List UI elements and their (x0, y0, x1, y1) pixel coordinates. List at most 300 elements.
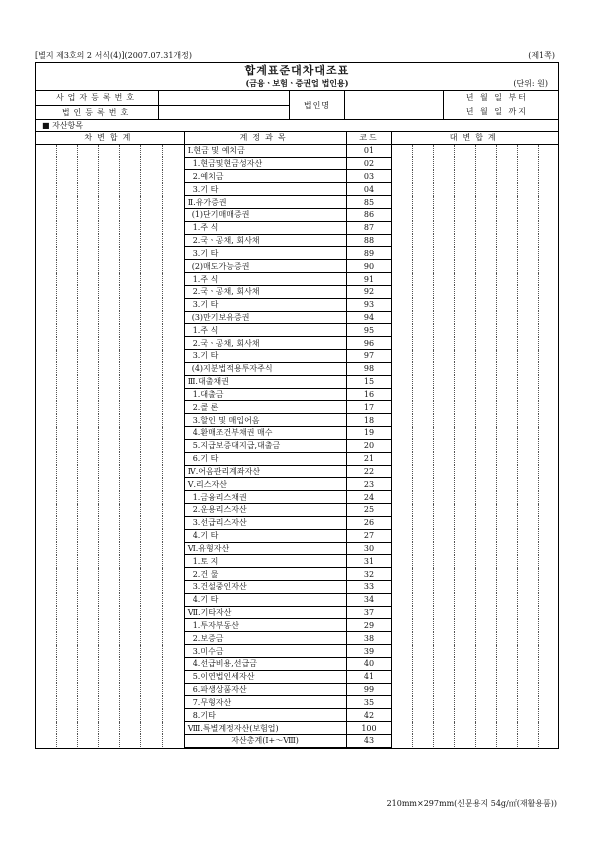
debit-amount-cell[interactable] (99, 439, 120, 452)
debit-amount-cell[interactable] (57, 645, 78, 658)
credit-amount-cell[interactable] (538, 298, 558, 311)
debit-amount-cell[interactable] (162, 362, 184, 375)
credit-amount-cell[interactable] (392, 657, 413, 670)
credit-amount-cell[interactable] (434, 362, 455, 375)
credit-amount-cell[interactable] (496, 196, 517, 209)
debit-amount-cell[interactable] (99, 144, 120, 157)
debit-amount-cell[interactable] (57, 337, 78, 350)
debit-amount-cell[interactable] (78, 273, 99, 286)
debit-amount-cell[interactable] (78, 298, 99, 311)
debit-amount-cell[interactable] (78, 427, 99, 440)
debit-amount-cell[interactable] (57, 568, 78, 581)
credit-amount-cell[interactable] (392, 337, 413, 350)
credit-amount-cell[interactable] (455, 670, 476, 683)
credit-amount-cell[interactable] (455, 144, 476, 157)
debit-amount-cell[interactable] (57, 375, 78, 388)
credit-amount-cell[interactable] (413, 260, 434, 273)
debit-amount-cell[interactable] (120, 183, 141, 196)
credit-amount-cell[interactable] (455, 580, 476, 593)
credit-amount-cell[interactable] (496, 696, 517, 709)
debit-amount-cell[interactable] (36, 568, 57, 581)
credit-amount-cell[interactable] (496, 144, 517, 157)
debit-amount-cell[interactable] (162, 285, 184, 298)
credit-amount-cell[interactable] (517, 606, 538, 619)
debit-amount-cell[interactable] (78, 311, 99, 324)
credit-amount-cell[interactable] (434, 144, 455, 157)
credit-amount-cell[interactable] (392, 273, 413, 286)
debit-amount-cell[interactable] (57, 273, 78, 286)
debit-amount-cell[interactable] (120, 593, 141, 606)
debit-amount-cell[interactable] (36, 247, 57, 260)
credit-amount-cell[interactable] (434, 311, 455, 324)
credit-amount-cell[interactable] (475, 157, 496, 170)
debit-amount-cell[interactable] (57, 234, 78, 247)
debit-amount-cell[interactable] (78, 696, 99, 709)
debit-amount-cell[interactable] (99, 580, 120, 593)
debit-amount-cell[interactable] (99, 645, 120, 658)
debit-amount-cell[interactable] (120, 478, 141, 491)
debit-amount-cell[interactable] (36, 593, 57, 606)
debit-amount-cell[interactable] (78, 478, 99, 491)
debit-amount-cell[interactable] (78, 350, 99, 363)
debit-amount-cell[interactable] (99, 247, 120, 260)
debit-amount-cell[interactable] (162, 657, 184, 670)
debit-amount-cell[interactable] (120, 568, 141, 581)
debit-amount-cell[interactable] (162, 144, 184, 157)
credit-amount-cell[interactable] (413, 593, 434, 606)
credit-amount-cell[interactable] (434, 337, 455, 350)
debit-amount-cell[interactable] (78, 362, 99, 375)
debit-amount-cell[interactable] (120, 696, 141, 709)
credit-amount-cell[interactable] (538, 350, 558, 363)
credit-amount-cell[interactable] (455, 388, 476, 401)
debit-amount-cell[interactable] (36, 657, 57, 670)
debit-amount-cell[interactable] (120, 465, 141, 478)
debit-amount-cell[interactable] (120, 260, 141, 273)
debit-amount-cell[interactable] (57, 722, 78, 735)
credit-amount-cell[interactable] (413, 298, 434, 311)
debit-amount-cell[interactable] (57, 414, 78, 427)
credit-amount-cell[interactable] (517, 170, 538, 183)
debit-amount-cell[interactable] (120, 157, 141, 170)
credit-amount-cell[interactable] (517, 375, 538, 388)
debit-amount-cell[interactable] (140, 619, 162, 632)
credit-amount-cell[interactable] (517, 298, 538, 311)
credit-amount-cell[interactable] (455, 619, 476, 632)
credit-amount-cell[interactable] (475, 414, 496, 427)
credit-amount-cell[interactable] (517, 568, 538, 581)
credit-amount-cell[interactable] (392, 709, 413, 722)
credit-amount-cell[interactable] (413, 439, 434, 452)
debit-amount-cell[interactable] (57, 452, 78, 465)
debit-amount-cell[interactable] (120, 273, 141, 286)
debit-amount-cell[interactable] (78, 337, 99, 350)
debit-amount-cell[interactable] (120, 632, 141, 645)
credit-amount-cell[interactable] (392, 285, 413, 298)
credit-amount-cell[interactable] (455, 183, 476, 196)
credit-amount-cell[interactable] (392, 452, 413, 465)
debit-amount-cell[interactable] (36, 298, 57, 311)
credit-amount-cell[interactable] (475, 427, 496, 440)
credit-amount-cell[interactable] (392, 465, 413, 478)
credit-amount-cell[interactable] (434, 606, 455, 619)
debit-amount-cell[interactable] (120, 170, 141, 183)
credit-amount-cell[interactable] (392, 568, 413, 581)
credit-amount-cell[interactable] (475, 196, 496, 209)
credit-amount-cell[interactable] (392, 696, 413, 709)
credit-amount-cell[interactable] (538, 388, 558, 401)
credit-amount-cell[interactable] (517, 350, 538, 363)
debit-amount-cell[interactable] (99, 208, 120, 221)
credit-amount-cell[interactable] (413, 144, 434, 157)
debit-amount-cell[interactable] (140, 491, 162, 504)
debit-amount-cell[interactable] (57, 324, 78, 337)
credit-amount-cell[interactable] (392, 144, 413, 157)
debit-amount-cell[interactable] (99, 183, 120, 196)
debit-amount-cell[interactable] (36, 311, 57, 324)
credit-amount-cell[interactable] (455, 375, 476, 388)
debit-amount-cell[interactable] (99, 427, 120, 440)
credit-amount-cell[interactable] (413, 375, 434, 388)
debit-amount-cell[interactable] (99, 452, 120, 465)
debit-amount-cell[interactable] (78, 722, 99, 735)
debit-amount-cell[interactable] (36, 504, 57, 517)
debit-amount-cell[interactable] (57, 734, 78, 747)
credit-amount-cell[interactable] (434, 619, 455, 632)
debit-amount-cell[interactable] (120, 311, 141, 324)
credit-amount-cell[interactable] (413, 619, 434, 632)
credit-amount-cell[interactable] (455, 285, 476, 298)
credit-amount-cell[interactable] (455, 465, 476, 478)
debit-amount-cell[interactable] (36, 144, 57, 157)
credit-amount-cell[interactable] (496, 375, 517, 388)
debit-amount-cell[interactable] (78, 734, 99, 747)
debit-amount-cell[interactable] (36, 619, 57, 632)
debit-amount-cell[interactable] (99, 196, 120, 209)
credit-amount-cell[interactable] (434, 465, 455, 478)
credit-amount-cell[interactable] (496, 478, 517, 491)
credit-amount-cell[interactable] (392, 298, 413, 311)
debit-amount-cell[interactable] (140, 657, 162, 670)
debit-amount-cell[interactable] (99, 478, 120, 491)
debit-amount-cell[interactable] (140, 555, 162, 568)
credit-amount-cell[interactable] (455, 555, 476, 568)
debit-amount-cell[interactable] (120, 657, 141, 670)
debit-amount-cell[interactable] (57, 670, 78, 683)
credit-amount-cell[interactable] (517, 504, 538, 517)
debit-amount-cell[interactable] (140, 504, 162, 517)
debit-amount-cell[interactable] (78, 683, 99, 696)
credit-amount-cell[interactable] (455, 696, 476, 709)
debit-amount-cell[interactable] (78, 593, 99, 606)
credit-amount-cell[interactable] (434, 657, 455, 670)
debit-amount-cell[interactable] (57, 183, 78, 196)
debit-amount-cell[interactable] (99, 593, 120, 606)
credit-amount-cell[interactable] (413, 350, 434, 363)
debit-amount-cell[interactable] (78, 401, 99, 414)
credit-amount-cell[interactable] (517, 465, 538, 478)
credit-amount-cell[interactable] (392, 183, 413, 196)
credit-amount-cell[interactable] (496, 427, 517, 440)
credit-amount-cell[interactable] (517, 311, 538, 324)
credit-amount-cell[interactable] (475, 683, 496, 696)
debit-amount-cell[interactable] (36, 516, 57, 529)
debit-amount-cell[interactable] (99, 542, 120, 555)
credit-amount-cell[interactable] (517, 491, 538, 504)
debit-amount-cell[interactable] (140, 414, 162, 427)
debit-amount-cell[interactable] (99, 606, 120, 619)
credit-amount-cell[interactable] (455, 324, 476, 337)
debit-amount-cell[interactable] (120, 221, 141, 234)
debit-amount-cell[interactable] (57, 491, 78, 504)
debit-amount-cell[interactable] (120, 452, 141, 465)
debit-amount-cell[interactable] (120, 362, 141, 375)
credit-amount-cell[interactable] (434, 375, 455, 388)
debit-amount-cell[interactable] (78, 709, 99, 722)
credit-amount-cell[interactable] (392, 170, 413, 183)
credit-amount-cell[interactable] (392, 632, 413, 645)
debit-amount-cell[interactable] (99, 414, 120, 427)
credit-amount-cell[interactable] (475, 529, 496, 542)
debit-amount-cell[interactable] (120, 324, 141, 337)
credit-amount-cell[interactable] (413, 337, 434, 350)
credit-amount-cell[interactable] (475, 260, 496, 273)
credit-amount-cell[interactable] (496, 465, 517, 478)
credit-amount-cell[interactable] (517, 157, 538, 170)
credit-amount-cell[interactable] (517, 401, 538, 414)
debit-amount-cell[interactable] (120, 542, 141, 555)
credit-amount-cell[interactable] (538, 208, 558, 221)
debit-amount-cell[interactable] (36, 722, 57, 735)
debit-amount-cell[interactable] (36, 183, 57, 196)
credit-amount-cell[interactable] (517, 478, 538, 491)
debit-amount-cell[interactable] (36, 375, 57, 388)
debit-amount-cell[interactable] (57, 311, 78, 324)
debit-amount-cell[interactable] (99, 709, 120, 722)
debit-amount-cell[interactable] (36, 414, 57, 427)
credit-amount-cell[interactable] (475, 285, 496, 298)
credit-amount-cell[interactable] (517, 221, 538, 234)
debit-amount-cell[interactable] (57, 157, 78, 170)
credit-amount-cell[interactable] (392, 208, 413, 221)
credit-amount-cell[interactable] (392, 414, 413, 427)
debit-amount-cell[interactable] (36, 709, 57, 722)
debit-amount-cell[interactable] (36, 683, 57, 696)
credit-amount-cell[interactable] (475, 452, 496, 465)
credit-amount-cell[interactable] (538, 452, 558, 465)
credit-amount-cell[interactable] (392, 722, 413, 735)
credit-amount-cell[interactable] (455, 516, 476, 529)
debit-amount-cell[interactable] (140, 645, 162, 658)
debit-amount-cell[interactable] (36, 696, 57, 709)
debit-amount-cell[interactable] (57, 427, 78, 440)
debit-amount-cell[interactable] (99, 311, 120, 324)
credit-amount-cell[interactable] (455, 606, 476, 619)
credit-amount-cell[interactable] (538, 375, 558, 388)
debit-amount-cell[interactable] (162, 375, 184, 388)
debit-amount-cell[interactable] (140, 439, 162, 452)
debit-amount-cell[interactable] (99, 504, 120, 517)
debit-amount-cell[interactable] (78, 157, 99, 170)
debit-amount-cell[interactable] (140, 324, 162, 337)
debit-amount-cell[interactable] (162, 260, 184, 273)
credit-amount-cell[interactable] (413, 542, 434, 555)
credit-amount-cell[interactable] (475, 234, 496, 247)
debit-amount-cell[interactable] (99, 337, 120, 350)
credit-amount-cell[interactable] (475, 337, 496, 350)
credit-amount-cell[interactable] (538, 722, 558, 735)
credit-amount-cell[interactable] (517, 183, 538, 196)
debit-amount-cell[interactable] (99, 555, 120, 568)
credit-amount-cell[interactable] (413, 285, 434, 298)
credit-amount-cell[interactable] (517, 452, 538, 465)
debit-amount-cell[interactable] (162, 580, 184, 593)
credit-amount-cell[interactable] (496, 337, 517, 350)
credit-amount-cell[interactable] (475, 362, 496, 375)
debit-amount-cell[interactable] (120, 208, 141, 221)
corp-name-field[interactable] (345, 91, 444, 119)
credit-amount-cell[interactable] (475, 555, 496, 568)
credit-amount-cell[interactable] (392, 491, 413, 504)
corp-reg-field[interactable] (159, 106, 289, 120)
credit-amount-cell[interactable] (434, 555, 455, 568)
credit-amount-cell[interactable] (434, 183, 455, 196)
credit-amount-cell[interactable] (413, 388, 434, 401)
credit-amount-cell[interactable] (392, 542, 413, 555)
credit-amount-cell[interactable] (413, 529, 434, 542)
debit-amount-cell[interactable] (36, 645, 57, 658)
credit-amount-cell[interactable] (392, 555, 413, 568)
credit-amount-cell[interactable] (413, 196, 434, 209)
credit-amount-cell[interactable] (413, 734, 434, 747)
credit-amount-cell[interactable] (413, 657, 434, 670)
debit-amount-cell[interactable] (57, 362, 78, 375)
credit-amount-cell[interactable] (475, 247, 496, 260)
credit-amount-cell[interactable] (538, 324, 558, 337)
debit-amount-cell[interactable] (57, 170, 78, 183)
credit-amount-cell[interactable] (434, 478, 455, 491)
credit-amount-cell[interactable] (475, 350, 496, 363)
credit-amount-cell[interactable] (517, 337, 538, 350)
debit-amount-cell[interactable] (162, 734, 184, 747)
credit-amount-cell[interactable] (517, 696, 538, 709)
debit-amount-cell[interactable] (99, 401, 120, 414)
credit-amount-cell[interactable] (392, 478, 413, 491)
debit-amount-cell[interactable] (99, 491, 120, 504)
debit-amount-cell[interactable] (140, 632, 162, 645)
credit-amount-cell[interactable] (434, 491, 455, 504)
debit-amount-cell[interactable] (120, 606, 141, 619)
credit-amount-cell[interactable] (434, 580, 455, 593)
credit-amount-cell[interactable] (434, 260, 455, 273)
credit-amount-cell[interactable] (434, 709, 455, 722)
debit-amount-cell[interactable] (140, 298, 162, 311)
credit-amount-cell[interactable] (496, 683, 517, 696)
credit-amount-cell[interactable] (517, 324, 538, 337)
debit-amount-cell[interactable] (36, 555, 57, 568)
credit-amount-cell[interactable] (434, 439, 455, 452)
credit-amount-cell[interactable] (538, 491, 558, 504)
debit-amount-cell[interactable] (78, 606, 99, 619)
credit-amount-cell[interactable] (496, 439, 517, 452)
debit-amount-cell[interactable] (120, 619, 141, 632)
debit-amount-cell[interactable] (140, 183, 162, 196)
debit-amount-cell[interactable] (162, 439, 184, 452)
credit-amount-cell[interactable] (475, 504, 496, 517)
debit-amount-cell[interactable] (120, 285, 141, 298)
credit-amount-cell[interactable] (496, 170, 517, 183)
debit-amount-cell[interactable] (99, 170, 120, 183)
credit-amount-cell[interactable] (413, 234, 434, 247)
debit-amount-cell[interactable] (57, 144, 78, 157)
debit-amount-cell[interactable] (140, 350, 162, 363)
credit-amount-cell[interactable] (538, 606, 558, 619)
credit-amount-cell[interactable] (413, 157, 434, 170)
credit-amount-cell[interactable] (392, 196, 413, 209)
credit-amount-cell[interactable] (517, 593, 538, 606)
credit-amount-cell[interactable] (475, 388, 496, 401)
credit-amount-cell[interactable] (517, 683, 538, 696)
debit-amount-cell[interactable] (36, 208, 57, 221)
debit-amount-cell[interactable] (140, 362, 162, 375)
debit-amount-cell[interactable] (140, 452, 162, 465)
credit-amount-cell[interactable] (538, 619, 558, 632)
credit-amount-cell[interactable] (538, 657, 558, 670)
debit-amount-cell[interactable] (78, 619, 99, 632)
credit-amount-cell[interactable] (475, 516, 496, 529)
credit-amount-cell[interactable] (455, 221, 476, 234)
credit-amount-cell[interactable] (455, 427, 476, 440)
debit-amount-cell[interactable] (57, 478, 78, 491)
credit-amount-cell[interactable] (455, 632, 476, 645)
debit-amount-cell[interactable] (120, 388, 141, 401)
credit-amount-cell[interactable] (413, 683, 434, 696)
credit-amount-cell[interactable] (538, 427, 558, 440)
credit-amount-cell[interactable] (496, 722, 517, 735)
debit-amount-cell[interactable] (162, 298, 184, 311)
credit-amount-cell[interactable] (496, 401, 517, 414)
credit-amount-cell[interactable] (455, 722, 476, 735)
credit-amount-cell[interactable] (455, 478, 476, 491)
credit-amount-cell[interactable] (392, 388, 413, 401)
debit-amount-cell[interactable] (99, 285, 120, 298)
debit-amount-cell[interactable] (120, 645, 141, 658)
credit-amount-cell[interactable] (496, 516, 517, 529)
debit-amount-cell[interactable] (57, 516, 78, 529)
credit-amount-cell[interactable] (496, 645, 517, 658)
credit-amount-cell[interactable] (434, 273, 455, 286)
credit-amount-cell[interactable] (517, 362, 538, 375)
credit-amount-cell[interactable] (455, 439, 476, 452)
credit-amount-cell[interactable] (475, 375, 496, 388)
credit-amount-cell[interactable] (517, 734, 538, 747)
credit-amount-cell[interactable] (413, 516, 434, 529)
credit-amount-cell[interactable] (538, 504, 558, 517)
credit-amount-cell[interactable] (475, 298, 496, 311)
debit-amount-cell[interactable] (120, 337, 141, 350)
debit-amount-cell[interactable] (140, 144, 162, 157)
debit-amount-cell[interactable] (162, 388, 184, 401)
credit-amount-cell[interactable] (413, 580, 434, 593)
credit-amount-cell[interactable] (475, 221, 496, 234)
debit-amount-cell[interactable] (162, 221, 184, 234)
credit-amount-cell[interactable] (517, 580, 538, 593)
debit-amount-cell[interactable] (57, 196, 78, 209)
credit-amount-cell[interactable] (496, 234, 517, 247)
credit-amount-cell[interactable] (455, 260, 476, 273)
credit-amount-cell[interactable] (455, 414, 476, 427)
debit-amount-cell[interactable] (140, 388, 162, 401)
